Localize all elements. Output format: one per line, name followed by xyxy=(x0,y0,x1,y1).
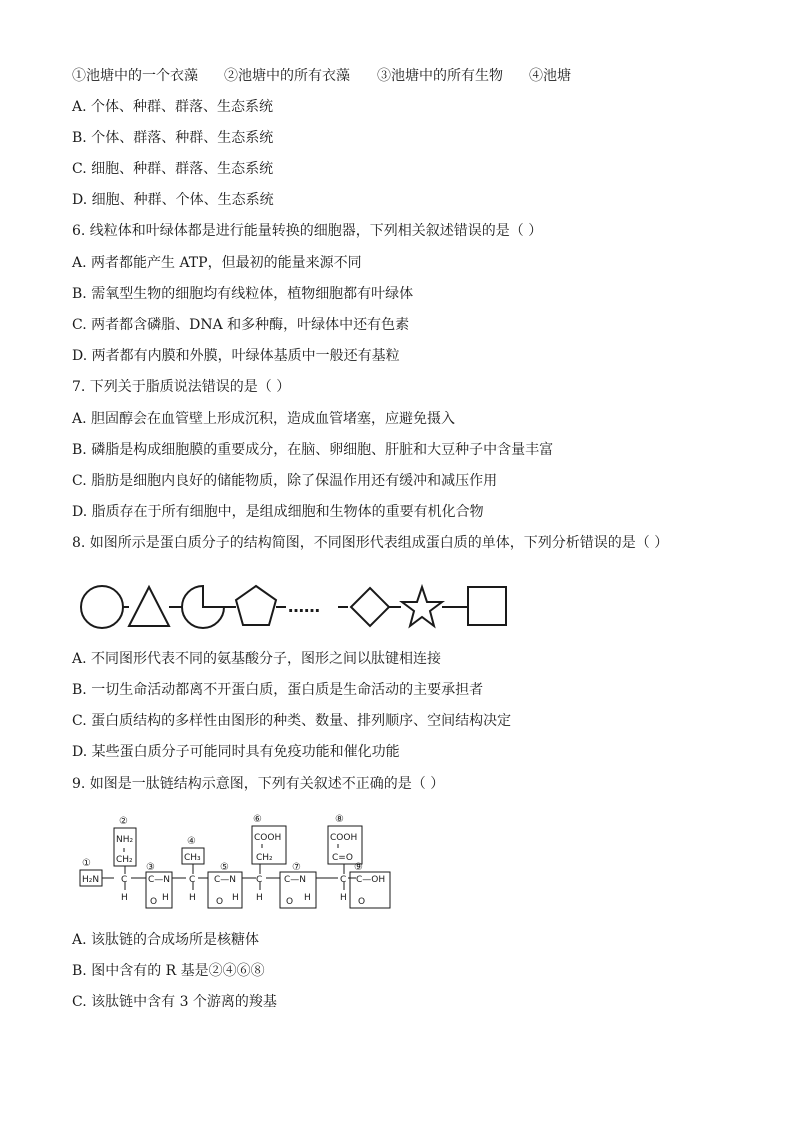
label-2: ② xyxy=(119,816,128,827)
q5-item-2: ②池塘中的所有衣藻 xyxy=(224,68,350,84)
hydrogen-6: H xyxy=(232,893,239,903)
label-8: ⑧ xyxy=(335,814,344,825)
alpha-carbon-2: C xyxy=(189,875,196,885)
q5-option-c: C. 细胞、种群、群落、生态系统 xyxy=(72,161,274,177)
hydrogen-4: H xyxy=(340,893,347,903)
triangle-shape xyxy=(129,587,169,626)
r2-bottom: CH₂ xyxy=(116,855,133,865)
hydrogen-2: H xyxy=(189,893,196,903)
q8-option-c: C. 蛋白质结构的多样性由图形的种类、数量、排列顺序、空间结构决定 xyxy=(72,713,512,729)
oxygen-1: O xyxy=(150,897,158,907)
amino-group: H₂N xyxy=(82,875,100,885)
oxygen-4: O xyxy=(358,897,366,907)
oxygen-3: O xyxy=(286,897,294,907)
q5-option-d: D. 细胞、种群、个体、生态系统 xyxy=(72,192,274,208)
r6-top: COOH xyxy=(254,833,282,843)
r8-top: COOH xyxy=(330,833,358,843)
q5-item-3: ③池塘中的所有生物 xyxy=(377,68,503,84)
hydrogen-3: H xyxy=(256,893,263,903)
q6-option-c: C. 两者都含磷脂、DNA 和多种酶，叶绿体中还有色素 xyxy=(72,317,410,333)
q6-option-a: A. 两者都能产生 ATP，但最初的能量来源不同 xyxy=(72,255,362,271)
q8-option-d: D. 某些蛋白质分子可能同时具有免疫功能和催化功能 xyxy=(72,744,400,760)
hydrogen-7: H xyxy=(304,893,311,903)
peptide-bond-1: C—N xyxy=(148,875,171,885)
q9-option-a: A. 该肽链的合成场所是核糖体 xyxy=(72,932,260,948)
alpha-carbon-4: C xyxy=(340,875,347,885)
diamond-shape xyxy=(351,588,389,626)
q8-option-a: A. 不同图形代表不同的氨基酸分子，图形之间以肽键相连接 xyxy=(72,651,442,667)
carboxyl-group: C—OH xyxy=(356,875,386,885)
square-shape xyxy=(468,587,506,625)
label-4: ④ xyxy=(187,836,196,847)
q8-stem: 8. 如图所示是蛋白质分子的结构简图，不同图形代表组成蛋白质的单体，下列分析错误的是（ ） xyxy=(72,535,669,551)
q5-option-b: B. 个体、群落、种群、生态系统 xyxy=(72,130,274,146)
q7-stem: 7. 下列关于脂质说法错误的是（ ） xyxy=(72,379,291,395)
oxygen-2: O xyxy=(216,897,224,907)
r6-bottom: CH₂ xyxy=(256,853,273,863)
q5-item-4: ④池塘 xyxy=(529,68,571,84)
alpha-carbon-1: C xyxy=(121,875,128,885)
q9-stem: 9. 如图是一肽链结构示意图，下列有关叙述不正确的是（ ） xyxy=(72,776,445,792)
q6-option-d: D. 两者都有内膜和外膜，叶绿体基质中一般还有基粒 xyxy=(72,348,400,364)
q7-option-a: A. 胆固醇会在血管壁上形成沉积，造成血管堵塞，应避免摄入 xyxy=(72,411,456,427)
q8-option-b: B. 一切生命活动都离不开蛋白质，蛋白质是生命活动的主要承担者 xyxy=(72,682,484,698)
ellipsis-dots: …… xyxy=(288,597,320,616)
label-6: ⑥ xyxy=(253,814,262,825)
q5-item-1: ①池塘中的一个衣藻 xyxy=(72,68,198,84)
label-1: ① xyxy=(82,858,91,869)
q7-option-d: D. 脂质存在于所有细胞中，是组成细胞和生物体的重要有机化合物 xyxy=(72,504,484,520)
q5-option-a: A. 个体、种群、群落、生态系统 xyxy=(72,99,274,115)
q6-stem: 6. 线粒体和叶绿体都是进行能量转换的细胞器，下列相关叙述错误的是（ ） xyxy=(72,223,543,239)
q6-option-b: B. 需氧型生物的细胞均有线粒体，植物细胞都有叶绿体 xyxy=(72,286,414,302)
peptide-bond-3: C—N xyxy=(284,875,307,885)
hydrogen-5: H xyxy=(162,893,169,903)
label-5: ⑤ xyxy=(220,862,229,873)
star-shape xyxy=(402,587,442,626)
q7-option-c: C. 脂肪是细胞内良好的储能物质，除了保温作用还有缓冲和减压作用 xyxy=(72,473,498,489)
q5-items-row xyxy=(72,67,571,85)
peptide-bond-2: C—N xyxy=(214,875,237,885)
q7-option-b: B. 磷脂是构成细胞膜的重要成分，在脑、卵细胞、肝脏和大豆种子中含量丰富 xyxy=(72,442,554,458)
r4-group: CH₃ xyxy=(184,853,201,863)
q9-option-c: C. 该肽链中含有 3 个游离的羧基 xyxy=(72,994,277,1010)
alpha-carbon-3: C xyxy=(256,875,263,885)
label-9: ⑨ xyxy=(354,862,363,873)
r8-bottom: C=O xyxy=(332,853,353,863)
protein-structure-figure xyxy=(76,578,516,636)
circle-shape xyxy=(81,586,123,628)
pacman-shape xyxy=(182,586,224,628)
label-3: ③ xyxy=(146,862,155,873)
hydrogen-1: H xyxy=(121,893,128,903)
q9-option-b: B. 图中含有的 R 基是②④⑥⑧ xyxy=(72,963,265,979)
peptide-chain-figure xyxy=(76,812,396,916)
pentagon-shape xyxy=(236,586,276,625)
label-7: ⑦ xyxy=(292,862,301,873)
r2-top: NH₂ xyxy=(116,835,134,845)
